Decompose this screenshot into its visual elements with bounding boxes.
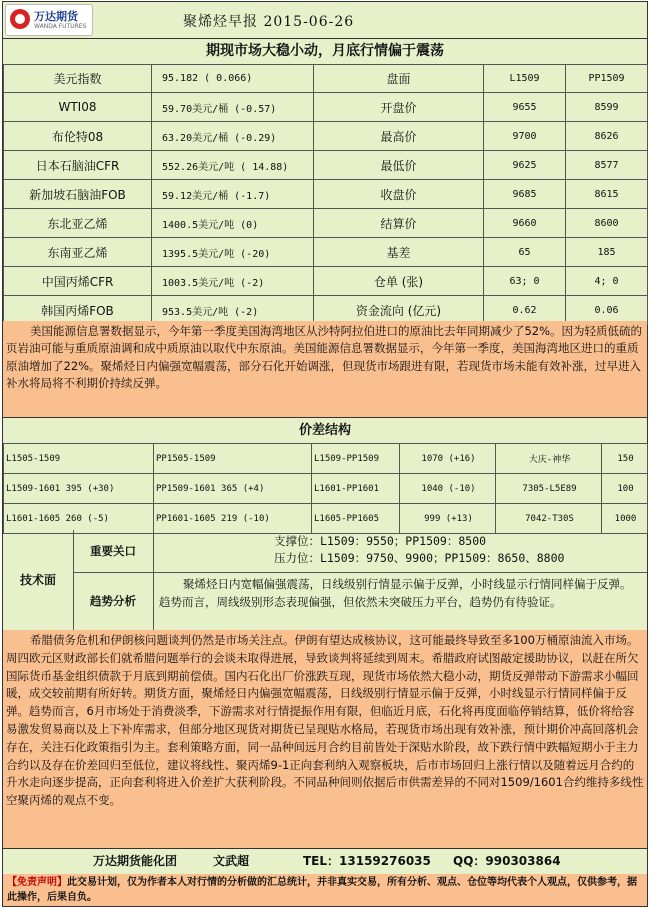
quote-value: 95.182 ( 0.066): [152, 65, 314, 93]
contract-field-label: 仓单 (张): [314, 267, 484, 296]
report-title: 聚烯烃早报 2015-06-26: [183, 14, 355, 30]
quote-row: [4, 267, 648, 296]
l1509-value: 9660: [484, 209, 566, 238]
l1509-value: 9655: [484, 93, 566, 122]
contact-footer: [3, 849, 647, 875]
spread-cell: L1605-PP1605: [312, 504, 400, 534]
spread-cell: 7305-L5E89: [496, 474, 602, 504]
quote-label: 美元指数: [4, 65, 152, 93]
spread-cell: L1505-1509: [4, 444, 154, 474]
contract-field-label: 盘面: [314, 65, 484, 93]
disclaimer-text: 此交易计划，仅为作者本人对行情的分析做的汇总统计，并非真实交易，所有分析、观点、仓位等均代表个人观点，仅供参考，据此操作，后果自负。: [7, 877, 637, 903]
spread-cell: L1601-PP1601: [312, 474, 400, 504]
contract-field-label: 开盘价: [314, 93, 484, 122]
resistance-level: 压力位：L1509：9750、9900；PP1509：8650、8800: [274, 551, 565, 565]
author-name: 文武超: [213, 854, 250, 868]
support-level: 支撑位：L1509：9550；PP1509：8500: [274, 534, 487, 548]
spread-cell: 7042-T30S: [496, 504, 602, 534]
pp1509-value: 4; 0: [566, 267, 648, 296]
quote-value: 1003.5美元/吨 (-2): [152, 267, 314, 296]
spread-cell: 1070 (+16): [400, 444, 496, 474]
l1509-value: 9625: [484, 151, 566, 180]
quote-label: 中国丙烯CFR: [4, 267, 152, 296]
spread-table: [3, 443, 648, 534]
quote-value: 59.12美元/桶 (-1.7): [152, 180, 314, 209]
spread-cell: L1601-1605 260 (-5): [4, 504, 154, 534]
outlook-paragraph: 希腊债务危机和伊朗核问题谈判仍然是市场关注点。伊朗有望达成核协议，这可能最终导致至多100万桶原油流入市场。周四欧元区财政部长们就希腊问题举行的会谈未取得进展，导致谈判将延续到周末。希腊政府试图敲定援助协议，以赶在所欠国际货币基金组织债款于月底到期前偿债。国内石化出厂价涨跌互现，现货市场依然大稳小动，期货反弹带动下游需求小幅回暖，成交较前期有所好转。期货方面，聚烯烃日内偏强宽幅震荡，日线级别行情显示偏于反弹，小时线显示行情同样偏于反弹。趋势而言，6月市场处于消费淡季，下游需求对行情提振作用有限，但临近月底，石化将再度面临停销结算，低价将给容易激发贸易商以及上下补库需求，但部分地区现货对期货已呈现贴水格局，若现货市场出现有效补涨，预计期价冲高回落机会存在，关注石化政策指引为主。套利策略方面，同一品种间远月合约目前皆处于深贴水阶段，故下跌行情中跌幅短期小于主力合约以及存在价差回归至低位，建议将线性、聚丙烯9-1正向套利纳入观察板块，后市市场回归上涨行情以及随着远月合约的升水走向逐步提高，正向套利将进入价差扩大获利阶段。不同品种间则依据后市供需差异的不同对1509/1601合约维持多线性空聚丙烯的观点不变。: [3, 630, 647, 849]
spread-cell: 150: [602, 444, 648, 474]
spread-cell: PP1505-1509: [154, 444, 312, 474]
quote-label: 布伦特08: [4, 122, 152, 151]
news-paragraph: 美国能源信息署数据显示，今年第一季度美国海湾地区从沙特阿拉伯进口的原油比去年同期减少了52%。因为轻质低硫的页岩油可能与重质原油调和成中质原油以取代中东原油。美国能源信息署数据显示，今年第一季度，美国海湾地区进口的重质原油增加了22%。聚烯烃日内偏强宽幅震荡，部分石化开始调涨，但现货市场跟进有限，若现货市场未能有效补涨，过早进入补水将局将不利期价持续反弹。: [3, 321, 647, 418]
quote-row: [4, 238, 648, 267]
spread-row: [4, 444, 648, 474]
market-quotes-table: [3, 64, 648, 325]
quote-row: [4, 65, 648, 93]
quote-label: 新加坡石脑油FOB: [4, 180, 152, 209]
quote-value: 1395.5美元/吨 (-20): [152, 238, 314, 267]
qq-number: QQ：990303864: [453, 854, 561, 868]
l1509-value: 0.62: [484, 296, 566, 325]
pp1509-value: 8600: [566, 209, 648, 238]
trend-analysis: 聚烯烃日内宽幅偏强震荡，日线级别行情显示偏于反弹，小时线显示行情同样偏于反弹。趋势而言，周线级别形态表现偏强，但依然未突破压力平台，趋势仍有待验证。: [159, 577, 632, 609]
quote-value: 953.5美元/吨 (-2): [152, 296, 314, 325]
quote-label: 东南亚乙烯: [4, 238, 152, 267]
team-name: 万达期货能化团: [93, 854, 178, 868]
quote-label: WTI08: [4, 93, 152, 122]
pp1509-value: 0.06: [566, 296, 648, 325]
company-logo: [5, 4, 93, 36]
spread-cell: PP1509-1601 365 (+4): [154, 474, 312, 504]
pp1509-value: 8599: [566, 93, 648, 122]
logo-subtext: WANDA FUTURES: [34, 23, 87, 30]
report-page: [2, 1, 648, 907]
contract-field-label: 资金流向 (亿元): [314, 296, 484, 325]
l1509-value: L1509: [484, 65, 566, 93]
trend-label: 趋势分析: [73, 573, 154, 630]
quote-row: [4, 151, 648, 180]
disclaimer: [3, 874, 647, 906]
quote-value: 552.26美元/吨 ( 14.88): [152, 151, 314, 180]
contract-field-label: 最高价: [314, 122, 484, 151]
disclaimer-tag: 【免责声明】: [7, 877, 67, 888]
pp1509-value: PP1509: [566, 65, 648, 93]
spread-cell: 大庆-神华: [496, 444, 602, 474]
logo-mark-icon: [10, 9, 30, 29]
quote-row: [4, 180, 648, 209]
spread-cell: PP1601-1605 219 (-10): [154, 504, 312, 534]
pp1509-value: 8615: [566, 180, 648, 209]
l1509-value: 63; 0: [484, 267, 566, 296]
pp1509-value: 8577: [566, 151, 648, 180]
l1509-value: 9700: [484, 122, 566, 151]
quote-label: 日本石脑油CFR: [4, 151, 152, 180]
quote-row: [4, 209, 648, 238]
phone-number: TEL：13159276035: [303, 854, 431, 868]
quote-value: 1400.5美元/吨 (0): [152, 209, 314, 238]
spread-cell: L1509-1601 395 (+30): [4, 474, 154, 504]
spread-row: [4, 504, 648, 534]
contract-field-label: 结算价: [314, 209, 484, 238]
quote-row: [4, 122, 648, 151]
spread-cell: 1000: [602, 504, 648, 534]
contract-field-label: 最低价: [314, 151, 484, 180]
quote-value: 59.70美元/桶 (-0.57): [152, 93, 314, 122]
logo-text: 万达期货: [34, 10, 78, 23]
spread-cell: 1040 (-10): [400, 474, 496, 504]
spread-cell: 999 (+13): [400, 504, 496, 534]
pp1509-value: 185: [566, 238, 648, 267]
l1509-value: 65: [484, 238, 566, 267]
spread-structure-title: 价差结构: [3, 418, 647, 444]
spread-row: [4, 474, 648, 504]
key-levels: [154, 530, 647, 573]
report-header: [3, 2, 647, 39]
contract-field-label: 基差: [314, 238, 484, 267]
key-levels-label: 重要关口: [73, 530, 154, 573]
quote-row: [4, 93, 648, 122]
technical-section: [3, 530, 647, 631]
quote-label: 东北亚乙烯: [4, 209, 152, 238]
technical-label: 技术面: [3, 530, 74, 630]
spread-cell: 100: [602, 474, 648, 504]
quote-value: 63.20美元/桶 (-0.29): [152, 122, 314, 151]
quote-label: 韩国丙烯FOB: [4, 296, 152, 325]
contract-field-label: 收盘价: [314, 180, 484, 209]
pp1509-value: 8626: [566, 122, 648, 151]
report-subtitle: 期现市场大稳小动，月底行情偏于震荡: [3, 38, 647, 65]
l1509-value: 9685: [484, 180, 566, 209]
spread-cell: L1509-PP1509: [312, 444, 400, 474]
